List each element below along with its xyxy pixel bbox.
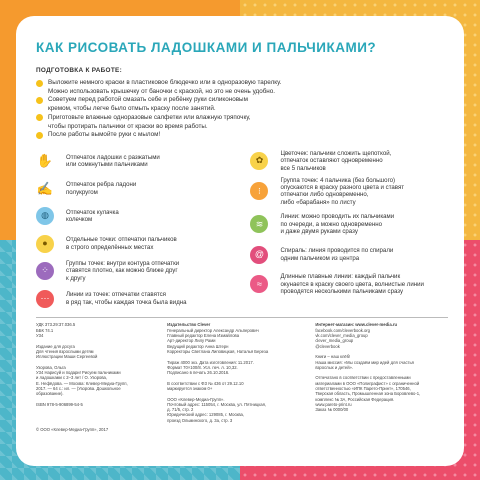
technique-item: ● Отдельные точки: отпечатки пальчиков в строго определённых местах [36,230,238,258]
imprint-line: Генеральный директор Александр Альперович [167,327,259,333]
page-card [16,16,464,466]
imprint-line: Наша миссия: «Мы создаём мир идей для счастья [315,359,414,365]
imprint-line: проезд Ольминского, д. 3а, стр. 3 [167,417,233,423]
prep-item: кремом, чтобы легче было отмыть краску после занятий. [48,105,216,113]
technique-item: ≈ Длинные плавные линии: каждый пальчик окунается в краску своего цвета, волнистые линии проводятся несколькими пальчиками сразу [250,268,448,300]
line-dots-icon: ⋯ [36,290,54,308]
bullet-dot-icon [36,114,43,121]
bullet-dot-icon [36,80,43,87]
palm-print-icon: ✋ [36,153,54,169]
techniques-left-column [36,147,238,312]
imprint-line: У34 [36,333,44,339]
technique-item: ✋ Отпечаток ладошки с разжатыми или сомкнутыми пальчиками [36,153,160,169]
imprint-line: Иллюстрации Маши Сергеевой [36,354,98,360]
imprint-line: Арт-директор Лилу Рами [167,338,216,344]
techniques-right-column [250,147,448,312]
technique-item: ◍ Отпечаток кулачка колечком [36,202,238,230]
imprint-column-3 [315,322,448,423]
imprint-line: Формат 70×100/8. Усл. печ. л. 10,32. [167,364,238,370]
imprint-line: Узорова, Ольга [36,364,66,370]
imprint-line: @cleverbook [315,343,340,349]
prep-item: Приготовьте влажные одноразовые салфетки или влажную тряпочку, [36,114,448,122]
imprint-line: Отпечатано в соответствии с предоставленными [315,375,411,381]
imprint-line: Для чтения взрослыми детям [36,348,94,354]
prep-list [36,79,448,139]
imprint-line: ООО «Клевер-Медиа-Групп». [167,396,225,402]
technique-item: ⁘ Группы точек: внутри контура отпечатки ставятся плотно, как можно ближе друг к другу [36,257,238,285]
page-title: КАК РИСОВАТЬ ЛАДОШКАМИ И ПАЛЬЧИКАМИ? [36,40,377,55]
flower-icon: ✿ [250,152,268,170]
technique-item: ✿ Цветочек: пальчики сложить щепоткой, отпечаток оставляют одновременно все 5 пальчиков [250,147,448,175]
technique-item: @ Спираль: линия проводится по спирали одним пальчиком из центра [250,241,448,269]
imprint-line: взрослых и детей». [315,364,354,370]
imprint-line: ответственностью «ИПК Парето-Принт», 170546, [315,385,411,391]
lines-icon: ≋ [250,215,268,233]
technique-item: ⁝ Группа точек: 4 пальчика (без большого) опускаются в краску разного цвета и ставят отпечатки либо одновременно, либо «барабаня» по листу [250,175,448,208]
techniques-grid [36,147,448,312]
imprint-line: 2017. — 64 с.: ил. — (Узорова. Дошкольное [36,385,121,391]
imprint-column-1 [36,322,161,423]
imprint-line: У34 Нарисуй и подари! Рисуем пальчиками [36,370,121,376]
group-dots-icon: ⁘ [36,262,54,280]
copyright: © ООО «Клевер-Медиа-Групп», 2017 [36,427,109,433]
prep-item: Советуем перед работой смазать себе и ребёнку руки силиконовым [36,96,448,104]
long-lines-icon: ≈ [250,275,268,293]
imprint-line: Тираж 4000 экз. Дата изготовления: 11.2017. [167,359,254,365]
imprint-line: Ведущий редактор Анна Штерн [167,343,229,349]
prep-heading: ПОДГОТОВКА К РАБОТЕ: [36,67,123,74]
imprint-line: УДК 373.29:37.036.5 [36,322,76,328]
technique-item: ⋯ Линии из точек: отпечатки ставятся в ряд так, чтобы каждая точка была видна [36,285,238,313]
imprint-line: и ладошками с 2–3 лет / О. Узорова, [36,375,108,381]
imprint-line: маркируется знаком 0+ [167,385,213,391]
imprint-line: комплекс № 3А, Российская Федерация. [315,396,395,402]
imprint-line: Книги – наш клёб! [315,354,351,360]
imprint-line: facebook.com/cleverbook.org [315,327,371,333]
prep-item: Выложите немного краски в пластиковое блюдечко или в одноразовую тарелку. [36,79,448,87]
imprint-line: clever_media_group [315,338,354,344]
imprint-line: Корректоры Светлана Липовицкая, Наталья Береза [167,348,269,354]
hand-edge-icon: ✍ [36,180,54,196]
bullet-dot-icon [36,97,43,104]
imprint-line: д. 71/5, стр. 2 [167,407,194,413]
spiral-icon: @ [250,246,268,264]
imprint-block [36,322,448,423]
imprint-line: Издательство Clever [167,322,211,328]
imprint-line: ISBN 978-5-906899-54-5 [36,401,83,407]
imprint-line: Подписано в печать 26.10.2016. [167,370,230,376]
imprint-line: Почтовый адрес: 115054, г. Москва, ул. Пятницкая, [167,401,266,407]
imprint-line: В соответствии с ФЗ № 436 от 29.12.10 [167,380,244,386]
imprint-line: Заказ № 0000/00 [315,407,349,413]
prep-item: чтобы протирать пальчики от краски во время работы. [48,122,208,130]
four-fingers-icon: ⁝ [250,182,268,200]
imprint-line: Тверская область, Промышленная зона Боровлево-1, [315,391,421,397]
imprint-line: www.pareto-print.ru [315,401,352,407]
bullet-dot-icon [36,132,43,139]
prep-item: Можно использовать крышечку от баночки с краской, но это не очень удобно. [48,87,276,95]
prep-item: После работы вымойте руки с мылом! [36,131,448,139]
imprint-line: материалами в ООО «Полиграфист» с ограниченной [315,380,420,386]
imprint-line: ББК 74.1 [36,327,54,333]
divider [36,317,448,318]
fist-icon: ◍ [36,207,54,225]
imprint-line: Юридический адрес: 129085, г. Москва, [167,412,245,418]
dots-icon: ● [36,235,54,253]
technique-item: ≋ Линии: можно проводить их пальчиками по очереди, а можно одновременно и даже двумя руками сразу [250,208,448,241]
imprint-line: Интернет-магазин: www.clever-media.ru [315,322,398,328]
imprint-line: vk.com/clever_media_group [315,333,368,339]
technique-item: ✍ Отпечаток ребра ладони полукругом [36,180,137,196]
imprint-line: образование). [36,391,64,397]
imprint-column-2 [167,322,309,423]
imprint-line: Издание для досуга [36,343,75,349]
imprint-line: Е. Нефёдова. — Москва: Клевер-Медиа-Групп, [36,380,128,386]
imprint-line: Главный редактор Елена Измайлова [167,333,240,339]
